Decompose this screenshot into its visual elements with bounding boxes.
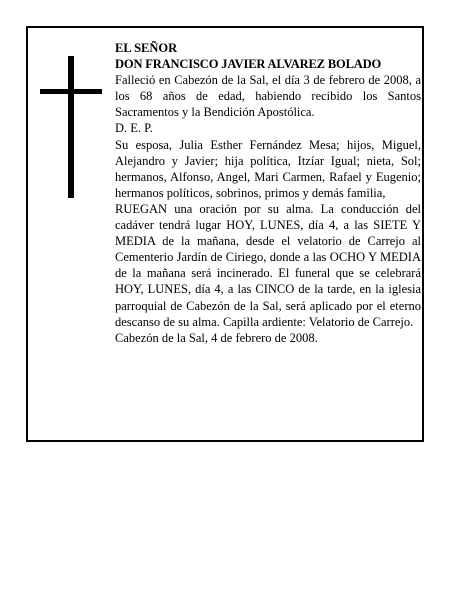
cross-horizontal-bar <box>40 89 102 94</box>
death-paragraph: Falleció en Cabezón de la Sal, el día 3 de febrero de 2008, a los 68 años de edad, habiendo recibido los Santos Sacramentos y la Bendición Apostólica. <box>115 73 421 120</box>
family-paragraph: Su esposa, Julia Esther Fernández Mesa; hijos, Miguel, Alejandro y Javier; hija política, Itzíar Igual; nieta, Sol; hermanos, Alfonso, Angel, Mari Carmen, Rafael y Eugenio; hermanos políticos, sobrinos, primos y demás familia, <box>115 137 421 200</box>
cross-vertical-bar <box>68 56 74 198</box>
funeral-paragraph: RUEGAN una oración por su alma. La conducción del cadáver tendrá lugar HOY, LUNES, día 4, a las SIETE Y MEDIA de la mañana, desde el velatorio de Carrejo al Cementerio Jardín de Ciriego, donde a las OCHO Y MEDIA de la mañana será incinerado. El funeral que se celebrará HOY, LUNES, día 4, a las CINCO de la tarde, en la iglesia parroquial de Cabezón de la Sal, será aplicado por el eterno descanso de su alma. Capilla ardiente: Velatorio de Carrejo. <box>115 201 421 329</box>
notice-title: EL SEÑOR <box>115 41 178 55</box>
obituary-notice <box>26 26 424 442</box>
notice-text-block <box>115 40 421 346</box>
dep-line: D. E. P. <box>115 121 153 136</box>
closing-line: Cabezón de la Sal, 4 de febrero de 2008. <box>115 330 318 345</box>
deceased-name: DON FRANCISCO JAVIER ALVAREZ BOLADO <box>115 57 382 72</box>
